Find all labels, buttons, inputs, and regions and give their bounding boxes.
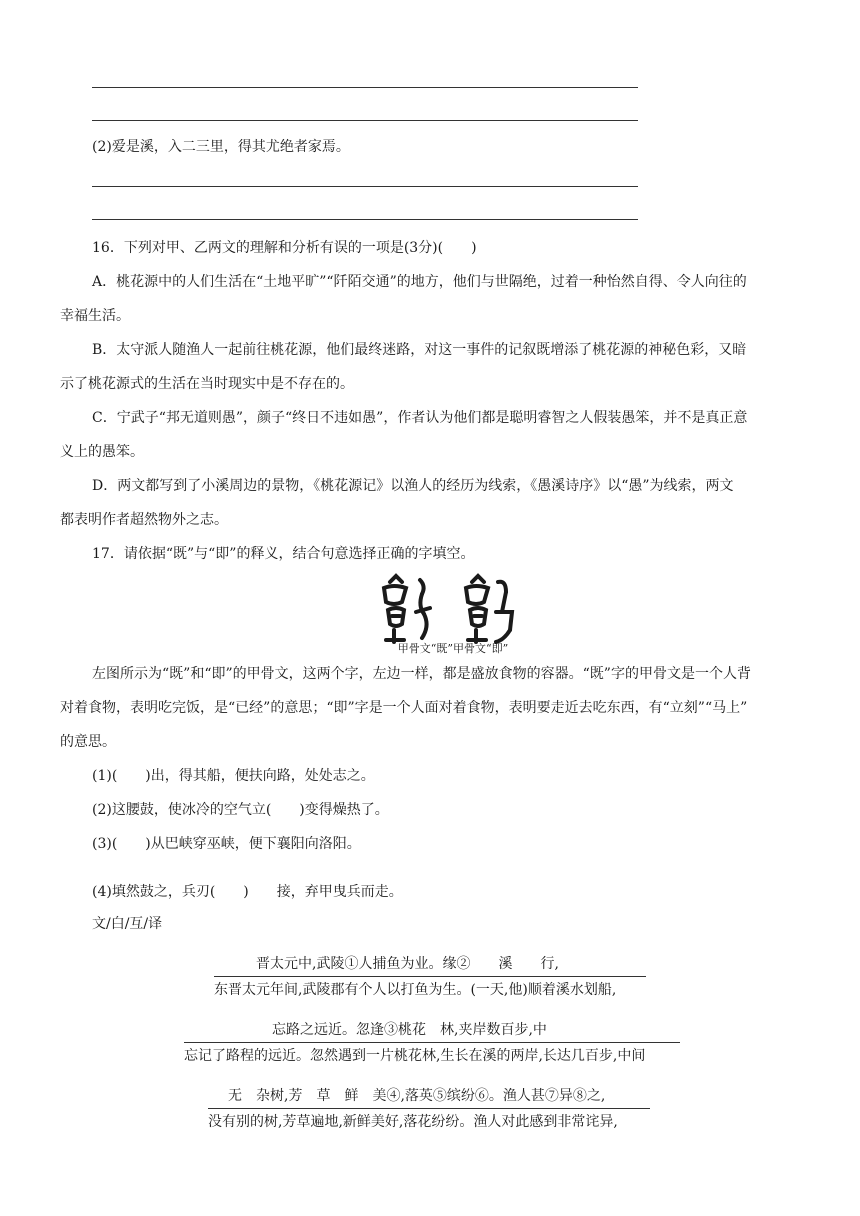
q16-option-a-line1: A．桃花源中的人们生活在“土地平旷”“阡陌交通”的地方，他们与世隔绝，过着一种怡然自得、令人向往的: [92, 274, 747, 290]
q16-option-c-line2: 义上的愚笨。: [60, 444, 144, 460]
translation-original-2: 忘路之远近。忽逢③桃花 林,夹岸数百步,中: [272, 1022, 547, 1038]
q16-option-d-line1: D．两文都写到了小溪周边的景物，《桃花源记》以渔人的经历为线索，《愚溪诗序》以“愚”为线索，两文: [92, 478, 734, 494]
translation-original-1: 晋太元中,武陵①人捕鱼为业。缘② 溪 行,: [256, 956, 559, 972]
translation-divider: [214, 976, 646, 977]
q17-item-1: (1)( )出，得其船，便扶向路，处处志之。: [92, 768, 375, 784]
q16-option-b-line1: B．太守派人随渔人一起前往桃花源，他们最终迷路，对这一事件的记叙既增添了桃花源的神秘色彩，又暗: [92, 342, 747, 358]
translation-modern-1: 东晋太元年间,武陵郡有个人以打鱼为生。(一天,他)顺着溪水划船,: [214, 982, 617, 998]
section-label: 文/白/互/译: [92, 916, 163, 932]
translation-modern-2: 忘记了路程的远近。忽然遇到一片桃花林,生长在溪的两岸,长达几百步,中间: [184, 1048, 646, 1064]
answer-line: [92, 120, 638, 121]
q17-stem: 17．请依据“既”与“即”的释义，结合句意选择正确的字填空。: [92, 546, 475, 562]
answer-line: [92, 186, 638, 187]
q16-option-b-line2: 示了桃花源式的生活在当时现实中是不存在的。: [60, 376, 354, 392]
translation-original-3: 无 杂树,芳 草 鲜 美④,落英⑤缤纷⑥。渔人甚⑦异⑧之,: [228, 1088, 606, 1104]
q16-stem: 16．下列对甲、乙两文的理解和分析有误的一项是(3分)( ): [92, 240, 477, 256]
translation-divider: [184, 1042, 680, 1043]
q17-explanation-line3: 的意思。: [60, 734, 116, 750]
q16-option-d-line2: 都表明作者超然物外之志。: [60, 512, 228, 528]
q17-explanation-line2: 对着食物，表明吃完饭，是“已经”的意思；“即”字是一个人面对着食物，表明要走近去吃东西，有“立刻”“马上”: [60, 700, 748, 716]
q17-item-2: (2)这腰鼓，使冰冷的空气立( )变得燥热了。: [92, 802, 389, 818]
answer-line: [92, 219, 638, 220]
q15-item-2: (2)爱是溪，入二三里，得其尤绝者家焉。: [92, 139, 350, 155]
q16-option-a-line2: 幸福生活。: [60, 308, 130, 324]
oracle-bone-ji-glyph: [384, 576, 430, 642]
translation-divider: [208, 1108, 650, 1109]
q16-option-c-line1: C．宁武子“邦无道则愚”，颜子“终日不违如愚”，作者认为他们都是聪明睿智之人假装愚笨，并不是真正意: [92, 410, 748, 426]
figure-caption: 甲骨文“既”甲骨文“即”: [397, 642, 509, 655]
q17-item-3: (3)( )从巴峡穿巫峡，便下襄阳向洛阳。: [92, 836, 361, 852]
oracle-bone-ji2-glyph: [466, 576, 512, 642]
q17-item-4: (4)填然鼓之，兵刃( ) 接，弃甲曳兵而走。: [92, 884, 403, 900]
q17-explanation-line1: 左图所示为“既”和“即”的甲骨文，这两个字，左边一样，都是盛放食物的容器。“既”字的甲骨文是一个人背: [92, 666, 751, 682]
translation-modern-3: 没有别的树,芳草遍地,新鲜美好,落花纷纷。渔人对此感到非常诧异,: [208, 1114, 618, 1130]
answer-line: [92, 87, 638, 88]
